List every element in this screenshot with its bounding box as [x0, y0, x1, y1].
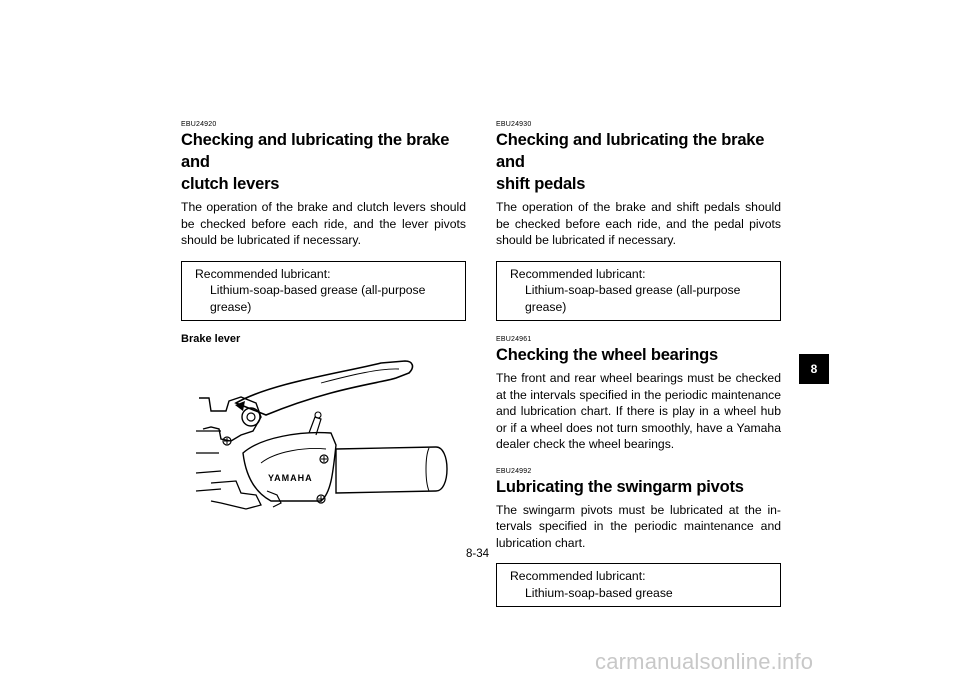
lubricant-label: Recommended lubricant:: [510, 266, 646, 281]
lubricant-box: [496, 261, 781, 322]
lubricant-label: Recommended lubricant:: [195, 266, 331, 281]
chapter-tab: 8: [799, 354, 829, 384]
brake-lever-illustration: [181, 353, 466, 523]
section-code: EBU24992: [496, 467, 532, 475]
heading-line-1: Checking and lubricating the brake and: [181, 131, 450, 171]
yamaha-logo-text: YAMAHA: [268, 473, 313, 483]
section-code: EBU24961: [496, 336, 532, 343]
section-body: The operation of the brake and clutch levers should be checked before each ride, and the lever pivots should be lubricated if necessary.: [181, 200, 466, 247]
section-body: The swingarm pivots must be lubricated at the in-tervals specified in the periodic maintenance and lubrication chart.: [496, 502, 781, 550]
lubricant-value: Lithium-soap-based grease: [525, 585, 673, 600]
lubricant-label: Recommended lubricant:: [510, 569, 646, 583]
watermark: carmanualsonline.info: [595, 649, 814, 674]
lubricant-value: Lithium-soap-based grease (all-purpose grease): [210, 283, 426, 314]
wheel-bearings-section: [496, 335, 781, 453]
section-code: EBU24920: [181, 121, 217, 128]
section-heading: [181, 129, 466, 195]
page-number: 8-34: [466, 548, 490, 560]
section-code: EBU24930: [496, 121, 532, 128]
section-heading: Checking the wheel bearings: [496, 346, 718, 364]
lubricant-value: Lithium-soap-based grease (all-purpose grease): [525, 283, 741, 314]
heading-line-2: clutch levers: [181, 175, 280, 193]
lubricant-box: [496, 563, 781, 607]
heading-line-1: Checking and lubricating the brake and: [496, 131, 765, 171]
section-body: The front and rear wheel bearings must be checked at the intervals specified in the periodic maintenance and lubrication chart. If there is play in a wheel hub or if a wheel does not turn smoothly, have a Yamaha dealer check the wheel bearings.: [496, 371, 781, 451]
section-heading: Lubricating the swingarm pivots: [496, 477, 744, 496]
section-body: The operation of the brake and shift pedals should be checked before each ride, and the pedal pivots should be lubricated if necessary.: [496, 200, 781, 247]
left-column: [181, 120, 466, 528]
lubricant-box: [181, 261, 466, 322]
figure-caption: Brake lever: [181, 333, 241, 345]
heading-line-2: shift pedals: [496, 175, 586, 193]
right-column: [496, 120, 781, 607]
swingarm-section: [496, 467, 781, 608]
section-heading: [496, 129, 781, 195]
